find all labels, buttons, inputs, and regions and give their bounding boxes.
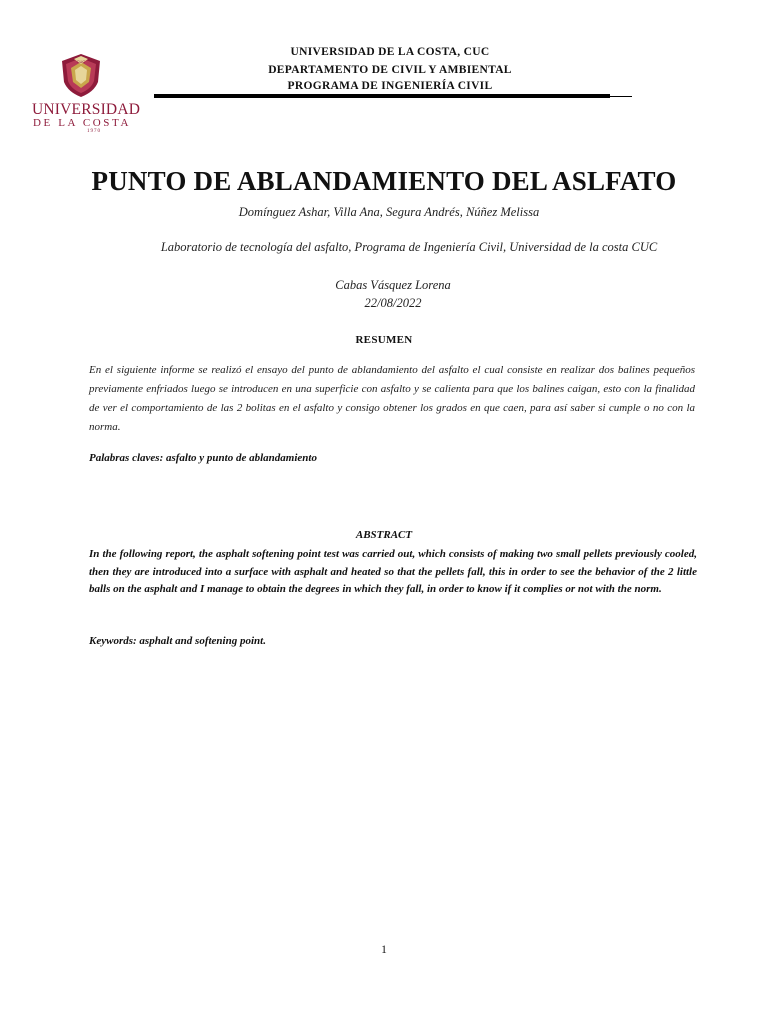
logo-year: 1970 [87,129,101,134]
resumen-keywords: Palabras claves: asfalto y punto de ablandamiento [89,452,317,464]
abstract-keywords: Keywords: asphalt and softening point. [89,635,266,647]
header-divider-tail [610,96,632,97]
header-department: DEPARTAMENTO DE CIVIL Y AMBIENTAL [268,64,512,76]
instructor: Cabas Vásquez Lorena [335,278,451,292]
page-number: 1 [381,944,387,956]
abstract-heading: ABSTRACT [355,529,413,541]
shield-emblem-icon [58,52,104,98]
resumen-text: En el siguiente informe se realizó el ensayo del punto de ablandamiento del asfalto el cual consiste en realizar dos balines pequeños previamente enfriados luego se introducen en una superficie con asfalto y se calienta para que los balines caigan, esto con la finalidad de ver el comportamiento de las 2 bolitas en el asfalto y consigo obtener los grados en que caen, para así saber si cumple o no con la norma. [89,364,695,433]
date: 22/08/2022 [364,296,422,310]
logo-subtitle: DE LA COSTA [33,117,131,129]
header-program: PROGRAMA DE INGENIERÍA CIVIL [287,80,493,92]
university-logo [32,52,141,136]
header-divider [154,94,610,98]
abstract-text: In the following report, the asphalt softening point test was carried out, which consists of making two small pellets previously cooled, then they are introduced into a surface with asphalt and heated so that the pellets fall, this in order to see the behavior of the 2 little balls on the asphalt and I manage to obtain the degrees in which they fall, in order to know if it complies or not with the norm. [89,548,697,595]
resumen-heading: RESUMEN [355,334,413,346]
logo-badge: CUC [76,59,86,64]
header-university: UNIVERSIDAD DE LA COSTA, CUC [290,46,490,58]
logo-name: UNIVERSIDAD [32,101,141,118]
affiliation: Laboratorio de tecnología del asfalto, Programa de Ingeniería Civil, Universidad de la costa CUC [160,240,658,254]
authors: Domínguez Ashar, Villa Ana, Segura Andrés, Núñez Melissa [238,205,540,219]
page-title: PUNTO DE ABLANDAMIENTO DEL ASLFATO [91,166,677,196]
